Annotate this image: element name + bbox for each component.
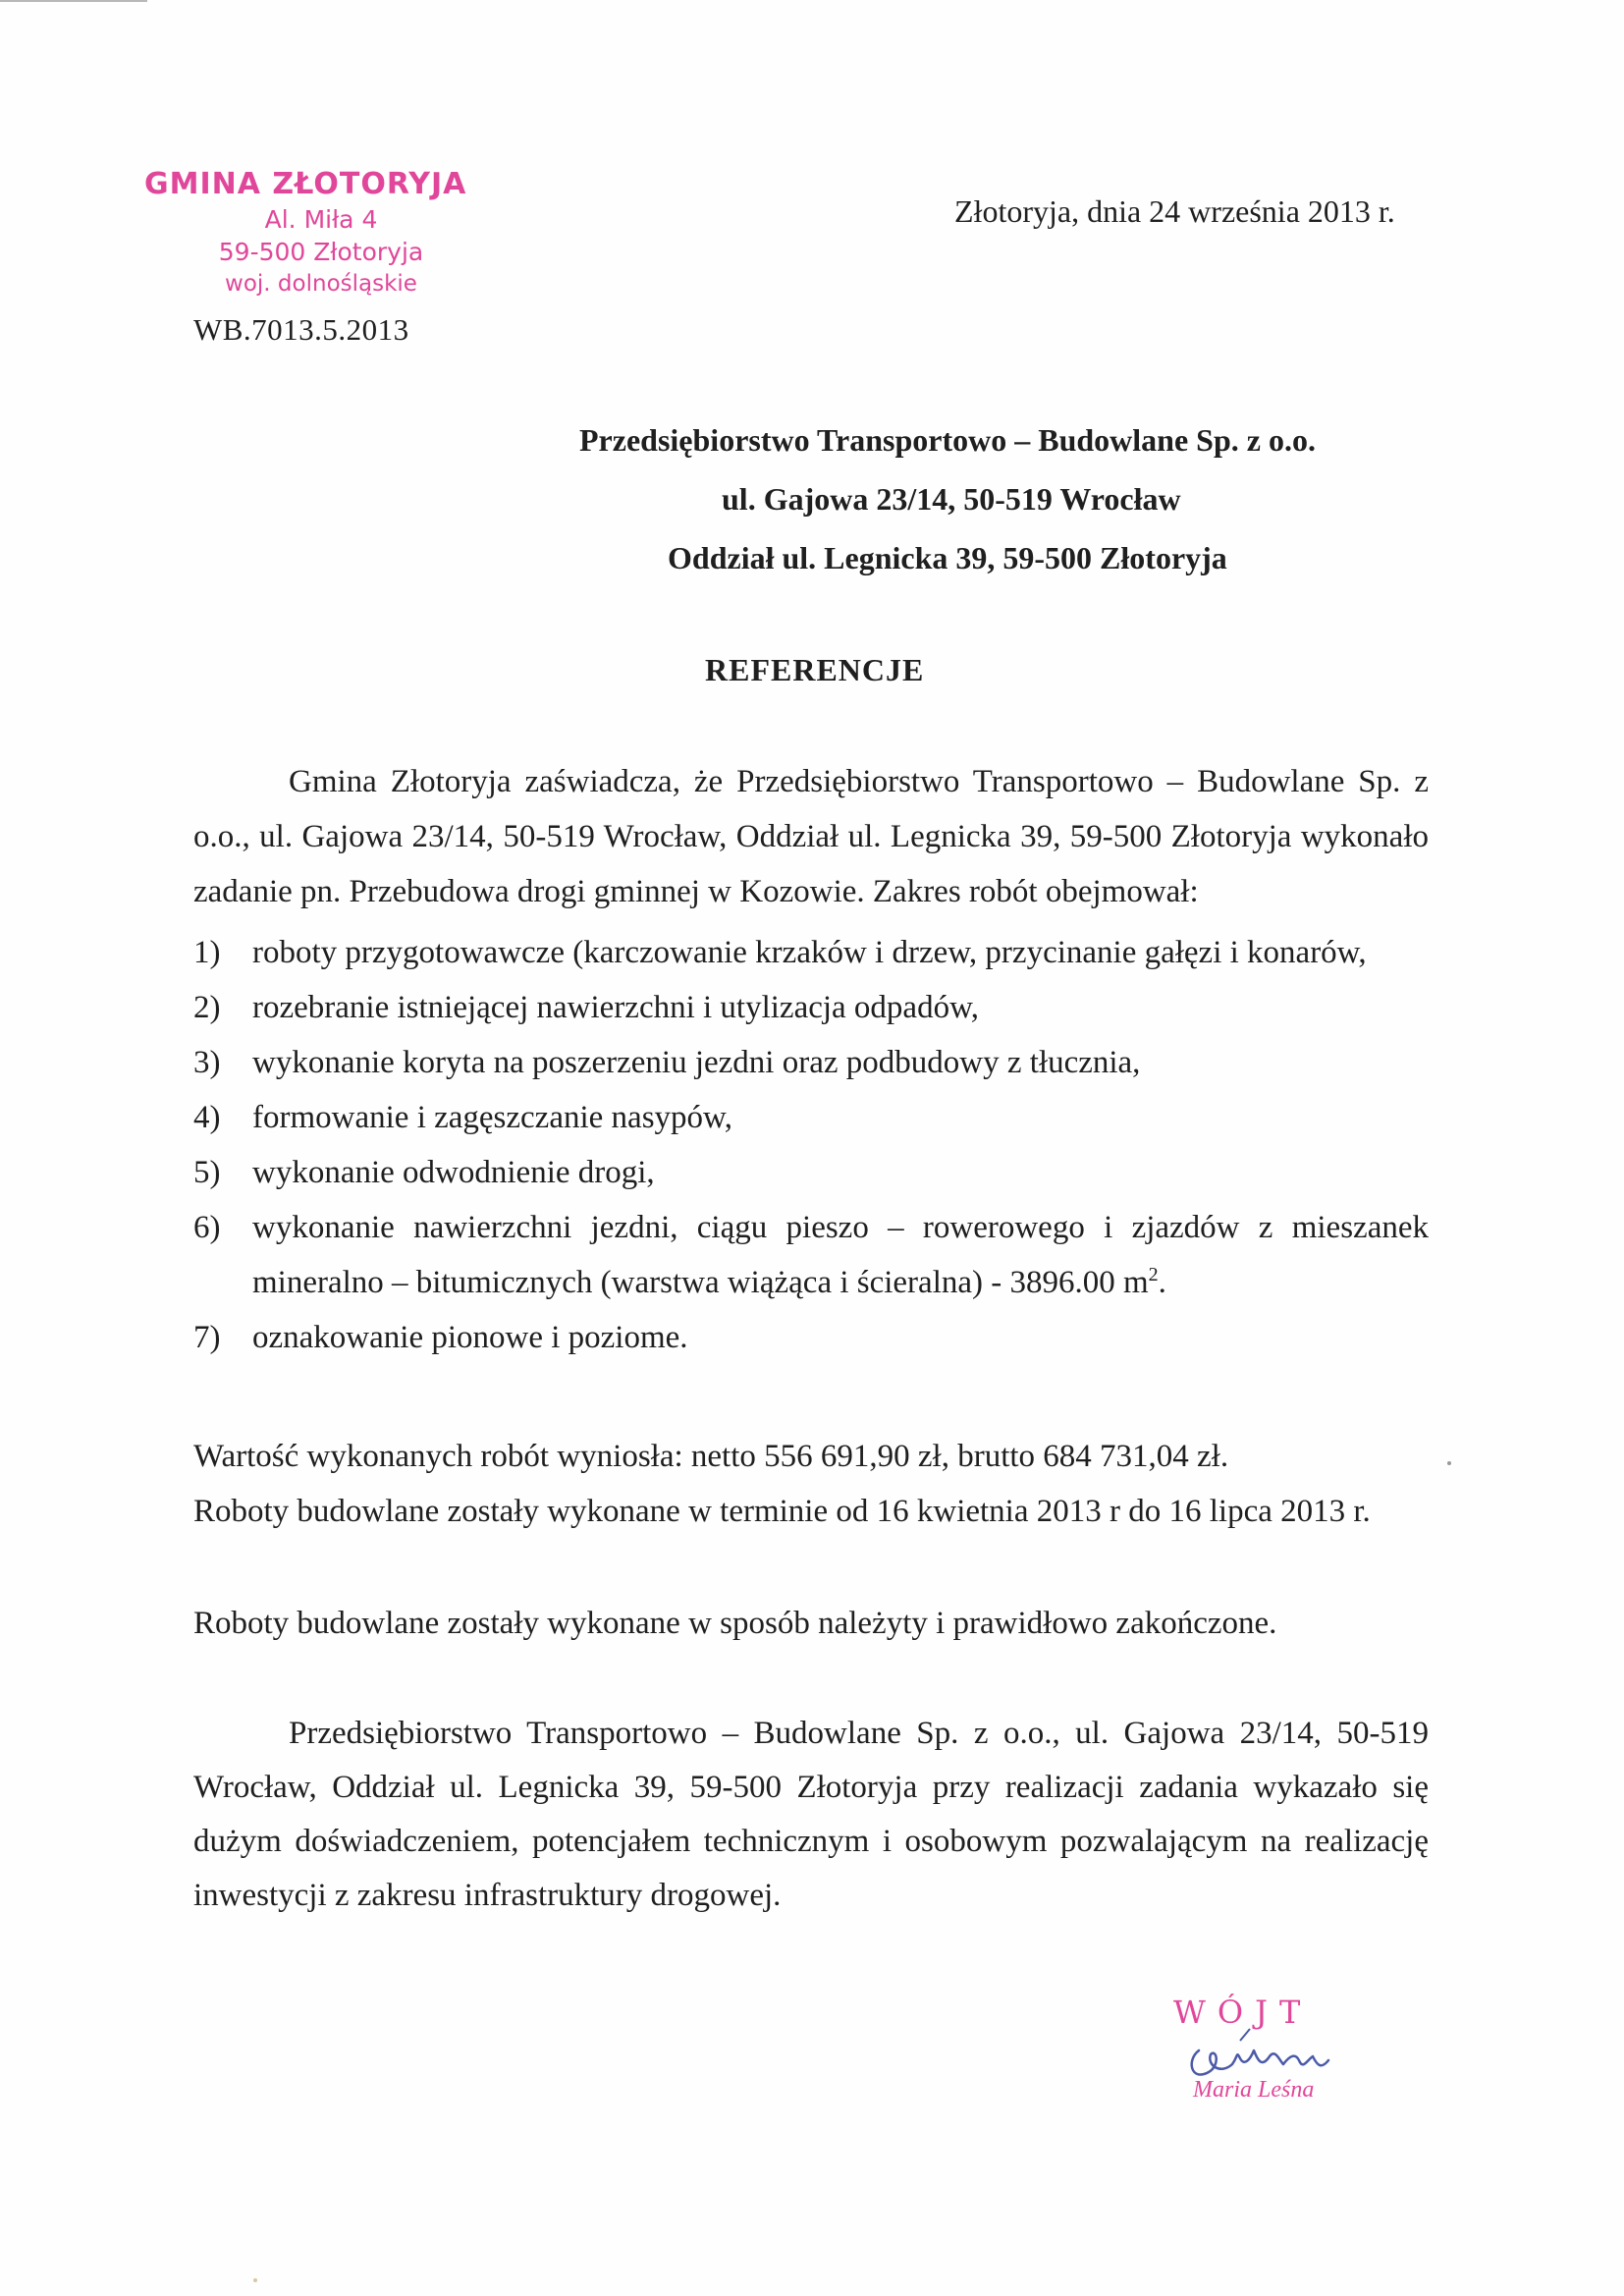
list-item-number: 5)	[193, 1155, 221, 1190]
letterhead-street: Al. Miła 4	[264, 205, 378, 234]
list-item	[193, 980, 1429, 1035]
list-item-text-main: wykonanie nawierzchni jezdni, ciągu pieszo – rowerowego i zjazdów z mieszanek mineralno – bitumicznych (warstwa wiążąca i ścieralna) - 3896.00 m	[252, 1210, 1429, 1300]
closing-paragraph: Przedsiębiorstwo Transportowo – Budowlane Sp. z o.o., ul. Gajowa 23/14, 50-519 Wrocław, Oddział ul. Legnicka 39, 59-500 Złotoryja przy realizacji zadania wykazało się dużym doświadczeniem, potencjałem technicznym i osobowym pozwalającym na realizację inwestycji z zakresu infrastruktury drogowej.	[193, 1716, 1429, 1913]
list-item-text: oznakowanie pionowe i poziome.	[252, 1320, 688, 1355]
reference-number: WB.7013.5.2013	[193, 312, 409, 347]
list-item	[193, 1090, 1429, 1145]
list-item-text: rozebranie istniejącej nawierzchni i utylizacja odpadów,	[252, 990, 980, 1025]
list-item	[193, 1310, 1429, 1365]
list-item	[193, 1200, 1429, 1310]
list-item-text: roboty przygotowawcze (karczowanie krzaków i drzew, przycinanie gałęzi i konarów,	[252, 935, 1367, 970]
list-item-number: 4)	[193, 1100, 221, 1135]
letterhead-city: 59-500 Złotoryja	[218, 238, 424, 266]
list-item-number: 2)	[193, 990, 221, 1025]
scan-speck	[253, 2278, 257, 2282]
list-item-number: 6)	[193, 1210, 221, 1245]
list-item-text	[252, 1200, 1429, 1310]
scan-speck	[1447, 1461, 1451, 1465]
letterhead-province: woj. dolnośląskie	[225, 271, 417, 297]
date-line: Złotoryja, dnia 24 września 2013 r.	[954, 193, 1395, 229]
values-block	[193, 1429, 1429, 1539]
value-line: Wartość wykonanych robót wyniosła: netto 556 691,90 zł, brutto 684 731,04 zł.	[193, 1439, 1229, 1474]
signature-stamp	[1173, 1994, 1370, 2111]
list-item	[193, 1035, 1429, 1090]
list-item	[193, 925, 1429, 980]
document-title: REFERENCJE	[705, 652, 925, 687]
term-line: Roboty budowlane zostały wykonane w terminie od 16 kwietnia 2013 r do 16 lipca 2013 r.	[193, 1494, 1371, 1529]
list-item-text: wykonanie koryta na poszerzeniu jezdni oraz podbudowy z tłucznia,	[252, 1045, 1141, 1080]
recipient-branch: Oddział ul. Legnicka 39, 59-500 Złotoryja	[668, 540, 1227, 575]
letterhead-stamp	[144, 167, 498, 301]
list-item-number: 3)	[193, 1045, 221, 1080]
stamp-signer: Maria Leśna	[1193, 2077, 1315, 2103]
completion-line: Roboty budowlane zostały wykonane w sposób należyty i prawidłowo zakończone.	[193, 1606, 1277, 1641]
stamp-title: WÓJT	[1173, 1994, 1313, 2031]
scan-edge-line	[0, 0, 147, 2]
scope-list	[193, 925, 1429, 1365]
recipient-company: Przedsiębiorstwo Transportowo – Budowlane Sp. z o.o.	[579, 422, 1316, 458]
superscript: 2	[1148, 1264, 1159, 1285]
intro-paragraph: Gmina Złotoryja zaświadcza, że Przedsiębiorstwo Transportowo – Budowlane Sp. z o.o., ul. Gajowa 23/14, 50-519 Wrocław, Oddział ul. Legnicka 39, 59-500 Złotoryja wykonało zadanie pn. Przebudowa drogi gminnej w Kozowie. Zakres robót obejmował:	[193, 764, 1429, 909]
recipient-address: ul. Gajowa 23/14, 50-519 Wrocław	[722, 481, 1181, 517]
list-item-number: 7)	[193, 1320, 221, 1355]
list-item	[193, 1145, 1429, 1200]
list-item-text-end: .	[1158, 1265, 1166, 1300]
list-item-text: formowanie i zagęszczanie nasypów,	[252, 1100, 732, 1135]
list-item-number: 1)	[193, 935, 221, 970]
list-item-text: wykonanie odwodnienie drogi,	[252, 1155, 655, 1190]
letterhead-name: GMINA ZŁOTORYJA	[144, 167, 467, 201]
